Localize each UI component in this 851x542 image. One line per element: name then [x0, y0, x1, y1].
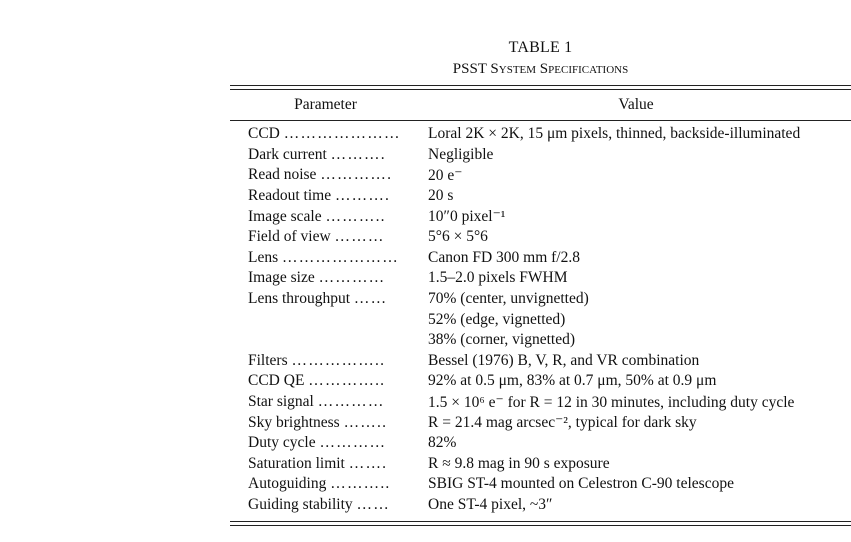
parameter-label: Lens throughput	[248, 290, 351, 308]
value-cell: 92% at 0.5 μm, 83% at 0.7 μm, 50% at 0.9 μm	[428, 372, 717, 390]
parameter-label: Saturation limit	[248, 454, 345, 472]
table-row	[230, 165, 851, 186]
parameter-label: Lens	[248, 248, 279, 266]
leader-dots: ……	[353, 290, 388, 308]
leader-dots: ……..	[343, 413, 388, 431]
parameter-label: Autoguiding	[248, 475, 327, 493]
table-row	[230, 124, 851, 145]
table-number: TABLE 1	[508, 39, 573, 56]
leader-dots: …….	[348, 454, 388, 472]
table-row	[230, 186, 851, 207]
parameter-cell	[230, 393, 428, 411]
parameter-label: Star signal	[248, 393, 314, 411]
parameter-label: Duty cycle	[248, 434, 316, 452]
table-row	[230, 351, 851, 372]
table-title: PSST System Specifications	[452, 61, 629, 77]
leader-dots: …………..	[308, 372, 386, 390]
leader-dots: …………………	[283, 125, 401, 143]
parameter-cell	[230, 187, 428, 205]
parameter-cell	[230, 208, 428, 226]
header-value: Value	[618, 96, 654, 113]
parameter-label: CCD	[248, 125, 280, 143]
table-row	[230, 248, 851, 269]
value-cell: R ≈ 9.8 mag in 90 s exposure	[428, 454, 610, 472]
parameter-label: Dark current	[248, 145, 327, 163]
leader-dots: ………..	[330, 475, 391, 493]
leader-dots: ………	[334, 228, 385, 246]
value-cell: One ST-4 pixel, ~3″	[428, 495, 553, 513]
value-cell: 82%	[428, 434, 457, 452]
value-cell: 5°6 × 5°6	[428, 228, 488, 246]
parameter-label: Guiding stability	[248, 495, 353, 513]
value-cell: Negligible	[428, 145, 494, 163]
leader-dots: ……….	[330, 145, 386, 163]
value-cell: R = 21.4 mag arcsec⁻², typical for dark sky	[428, 414, 697, 432]
parameter-label: CCD QE	[248, 372, 305, 390]
parameter-label: Filters	[248, 351, 288, 369]
header-parameter: Parameter	[294, 96, 357, 113]
parameter-cell	[230, 496, 428, 514]
table-row	[230, 330, 851, 351]
table-body	[230, 121, 851, 515]
parameter-cell	[230, 475, 428, 493]
table-row	[230, 145, 851, 166]
leader-dots: ………….	[320, 166, 393, 184]
value-cell: 10″0 pixel⁻¹	[428, 208, 506, 226]
parameter-cell	[230, 125, 428, 143]
value-cell: Loral 2K × 2K, 15 μm pixels, thinned, backside-illuminated	[428, 125, 801, 143]
value-cell: 20 s	[428, 187, 454, 205]
leader-dots: …………	[317, 393, 385, 411]
value-cell: 38% (corner, vignetted)	[428, 331, 576, 349]
value-cell: 52% (edge, vignetted)	[428, 310, 566, 328]
parameter-cell	[230, 414, 428, 432]
specifications-table	[230, 38, 851, 526]
parameter-cell	[230, 269, 428, 287]
leader-dots: ………..	[325, 207, 386, 225]
table-row	[230, 206, 851, 227]
leader-dots: ……….	[334, 187, 391, 205]
parameter-label: Image size	[248, 269, 315, 287]
leader-dots: …………………	[282, 248, 399, 266]
table-row	[230, 371, 851, 392]
leader-dots: ……………..	[291, 351, 386, 369]
table-row	[230, 412, 851, 433]
parameter-cell	[230, 166, 428, 184]
value-cell: Bessel (1976) B, V, R, and VR combination	[428, 351, 700, 369]
parameter-label: Field of view	[248, 228, 331, 246]
table-row	[230, 309, 851, 330]
parameter-label: Image scale	[248, 207, 322, 225]
parameter-cell	[230, 352, 428, 370]
parameter-label: Read noise	[248, 166, 317, 184]
parameter-cell	[230, 434, 428, 452]
table-row	[230, 289, 851, 310]
parameter-label: Readout time	[248, 187, 332, 205]
table-row	[230, 454, 851, 475]
table-row	[230, 495, 851, 516]
leader-dots: ……	[356, 495, 390, 513]
parameter-cell	[230, 290, 428, 308]
bottom-double-rule	[230, 521, 851, 526]
parameter-cell	[230, 146, 428, 164]
table-row	[230, 433, 851, 454]
value-cell: 1.5 × 10⁶ e⁻ for R = 12 in 30 minutes, including duty cycle	[428, 393, 795, 411]
value-cell: 70% (center, unvignetted)	[428, 290, 589, 308]
parameter-cell	[230, 372, 428, 390]
table-row	[230, 268, 851, 289]
table-row	[230, 474, 851, 495]
parameter-cell	[230, 455, 428, 473]
table-row	[230, 392, 851, 413]
value-cell: 1.5–2.0 pixels FWHM	[428, 269, 568, 287]
value-cell: Canon FD 300 mm f/2.8	[428, 248, 580, 266]
table-row	[230, 227, 851, 248]
leader-dots: …………	[319, 434, 387, 452]
value-cell: SBIG ST-4 mounted on Celestron C-90 telescope	[428, 475, 734, 493]
leader-dots: …………	[318, 269, 386, 287]
parameter-label: Sky brightness	[248, 413, 340, 431]
parameter-cell	[230, 228, 428, 246]
table-header-row	[230, 90, 851, 120]
parameter-cell	[230, 249, 428, 267]
value-cell: 20 e⁻	[428, 166, 463, 184]
